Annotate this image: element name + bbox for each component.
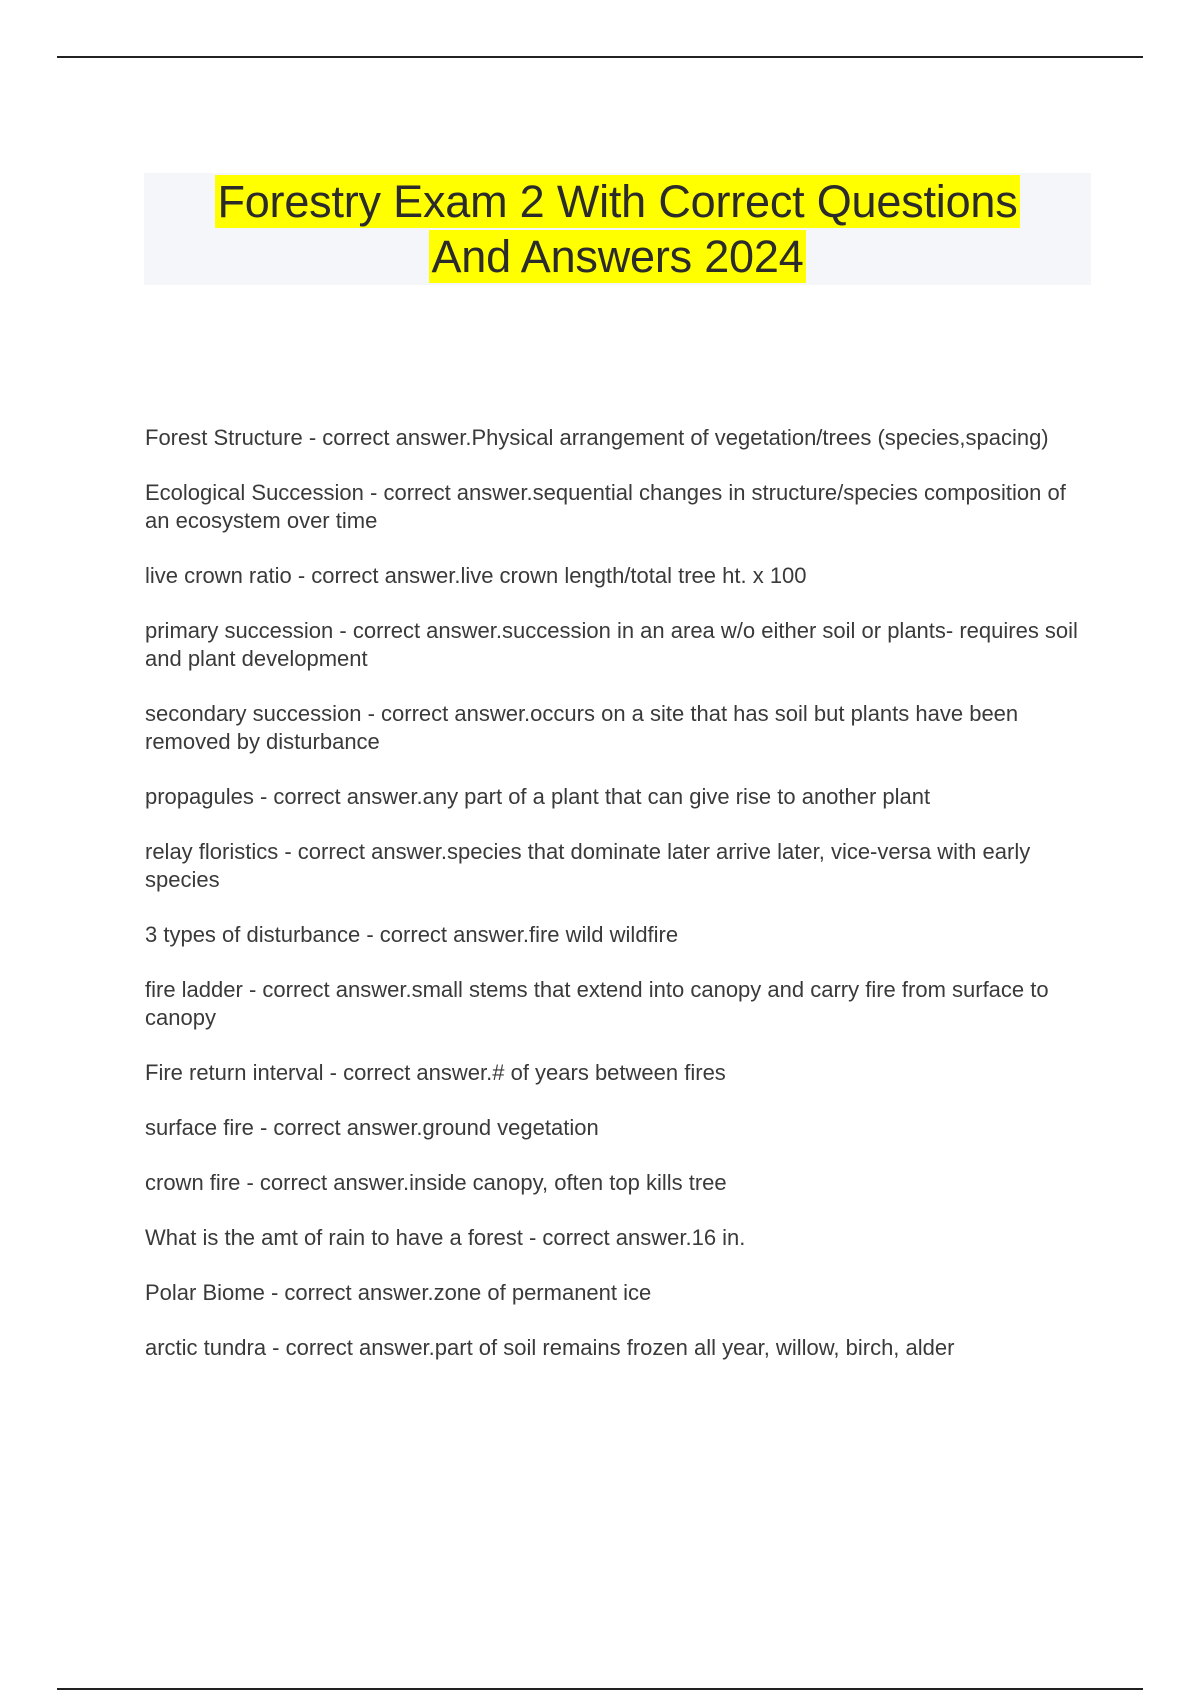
qa-entry [145,838,1085,894]
qa-term: Fire return interval [145,1060,324,1085]
qa-answer: any part of a plant that can give rise to another plant [422,784,931,809]
qa-answer: occurs on a site that has soil but plants have been removed by disturbance [145,701,1019,754]
qa-term: Forest Structure [145,425,303,450]
qa-separator: - correct answer. [323,1060,493,1085]
qa-entry [145,479,1085,535]
qa-entry [145,700,1085,756]
qa-entry [145,976,1085,1032]
qa-entry [145,424,1085,452]
qa-separator: - correct answer. [278,839,447,864]
qa-separator: - correct answer. [363,480,533,505]
qa-answer: part of soil remains frozen all year, willow, birch, alder [434,1335,955,1360]
qa-term: secondary succession [145,701,362,726]
qa-separator: - correct answer. [253,1115,423,1140]
qa-term: crown fire [145,1170,241,1195]
qa-answer: live crown length/total tree ht. x 100 [460,563,807,588]
qa-list [145,424,1085,1389]
qa-entry [145,562,1085,590]
qa-separator: - correct answer. [522,1225,692,1250]
qa-entry [145,1334,1085,1362]
qa-answer: inside canopy, often top kills tree [409,1170,727,1195]
qa-term: propagules [145,784,254,809]
qa-entry [145,783,1085,811]
bottom-rule [57,1688,1143,1690]
qa-term: Ecological Succession [145,480,364,505]
qa-entry [145,1224,1085,1252]
qa-term: What is the amt of rain to have a forest [145,1225,523,1250]
qa-separator: - correct answer. [242,977,412,1002]
qa-answer: succession in an area w/o either soil or plants- requires soil and plant development [145,618,1078,671]
qa-term: surface fire [145,1115,254,1140]
qa-entry [145,1114,1085,1142]
qa-answer: zone of permanent ice [433,1280,652,1305]
qa-entry [145,617,1085,673]
qa-term: live crown ratio [145,563,292,588]
qa-separator: - correct answer. [266,1335,435,1360]
qa-term: relay floristics [145,839,279,864]
qa-entry [145,1279,1085,1307]
qa-separator: - correct answer. [253,784,423,809]
qa-separator: - correct answer. [264,1280,434,1305]
qa-separator: - correct answer. [302,425,472,450]
qa-answer: fire wild wildfire [528,922,679,947]
qa-term: fire ladder [145,977,243,1002]
qa-answer: Physical arrangement of vegetation/trees (species,spacing) [471,425,1049,450]
qa-answer: species that dominate later arrive later, vice-versa with early species [145,839,1031,892]
qa-term: arctic tundra [145,1335,267,1360]
qa-term: primary succession [145,618,334,643]
qa-answer: 16 in. [691,1225,746,1250]
qa-answer: sequential changes in structure/species composition of an ecosystem over time [145,480,1066,533]
qa-answer: # of years between fires [492,1060,726,1085]
qa-term: 3 types of disturbance [145,922,361,947]
qa-answer: ground vegetation [422,1115,599,1140]
qa-separator: - correct answer. [360,922,529,947]
qa-separator: - correct answer. [333,618,502,643]
qa-separator: - correct answer. [291,563,461,588]
qa-entry [145,921,1085,949]
qa-term: Polar Biome [145,1280,265,1305]
page-title-line-2: And Answers 2024 [431,231,804,282]
qa-entry [145,1059,1085,1087]
qa-separator: - correct answer. [240,1170,410,1195]
qa-answer: small stems that extend into canopy and carry fire from surface to canopy [145,977,1049,1030]
page-title-line-1: Forestry Exam 2 With Correct Questions [217,176,1018,227]
qa-separator: - correct answer. [361,701,531,726]
title-box [144,173,1091,285]
qa-entry [145,1169,1085,1197]
top-rule [57,56,1143,58]
